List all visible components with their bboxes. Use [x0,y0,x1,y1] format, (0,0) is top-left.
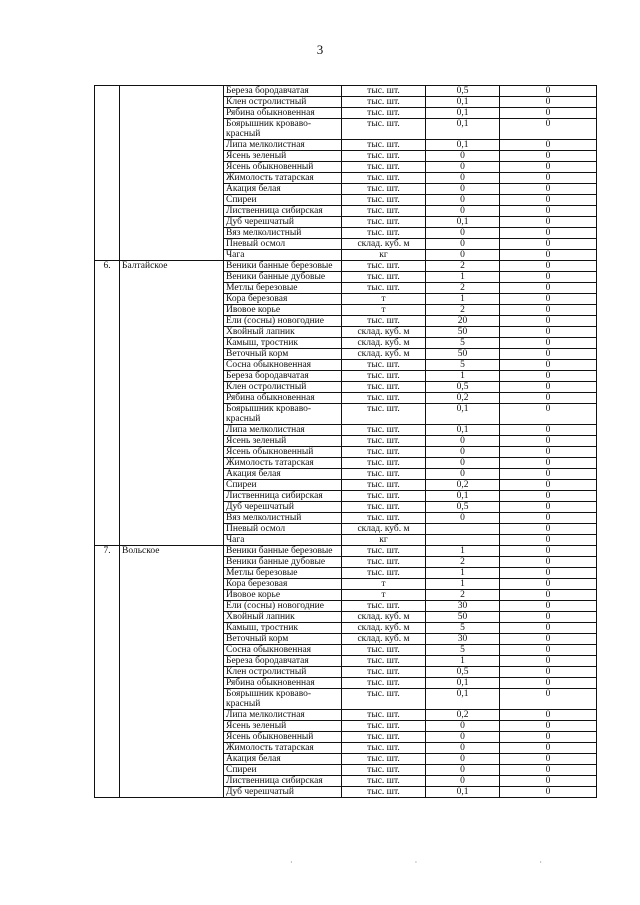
unit-cell: т [342,305,426,316]
volume-cell [426,524,500,535]
resource-name-cell: Веники банные дубовые [224,272,342,283]
volume-cell: 0 [426,250,500,261]
allocated-cell: 0 [500,447,597,458]
resource-name-cell: Чага [224,250,342,261]
volume-cell: 1 [426,272,500,283]
unit-cell: тыс. шт. [342,776,426,787]
unit-cell: тыс. шт. [342,184,426,195]
volume-cell: 2 [426,283,500,294]
allocated-cell: 0 [500,612,597,623]
allocated-cell: 0 [500,634,597,645]
allocated-cell: 0 [500,206,597,217]
volume-cell: 0 [426,458,500,469]
unit-cell: тыс. шт. [342,480,426,491]
volume-cell: 0,5 [426,667,500,678]
unit-cell: тыс. шт. [342,195,426,206]
unit-cell: тыс. шт. [342,502,426,513]
allocated-cell: 0 [500,184,597,195]
allocated-cell: 0 [500,787,597,798]
unit-cell: тыс. шт. [342,261,426,272]
allocated-cell: 0 [500,140,597,151]
volume-cell: 0 [426,184,500,195]
volume-cell: 0 [426,195,500,206]
unit-cell: склад. куб. м [342,338,426,349]
unit-cell: тыс. шт. [342,162,426,173]
volume-cell: 1 [426,371,500,382]
unit-cell: склад. куб. м [342,327,426,338]
volume-cell: 50 [426,612,500,623]
resource-name-cell: Ясень обыкновенный [224,732,342,743]
resource-name-cell: Кора березовая [224,294,342,305]
allocated-cell: 0 [500,579,597,590]
volume-cell: 0 [426,206,500,217]
resource-name-cell: Жимолость татарская [224,173,342,184]
unit-cell: тыс. шт. [342,108,426,119]
volume-cell: 0 [426,732,500,743]
resource-name-cell: Ясень обыкновенный [224,447,342,458]
volume-cell: 0,1 [426,689,500,710]
resource-name-cell: Рябина обыкновенная [224,678,342,689]
table-row [95,261,597,272]
allocated-cell: 0 [500,743,597,754]
unit-cell: тыс. шт. [342,469,426,480]
allocated-cell: 0 [500,524,597,535]
resource-name-cell: Хвойный лапник [224,612,342,623]
unit-cell: тыс. шт. [342,436,426,447]
allocated-cell: 0 [500,349,597,360]
resource-name-cell: Кора березовая [224,579,342,590]
resource-name-cell: Вяз мелколистный [224,513,342,524]
resource-name-cell: Боярышник кроваво-красный [224,119,342,140]
allocated-cell: 0 [500,502,597,513]
volume-cell: 50 [426,349,500,360]
unit-cell: тыс. шт. [342,765,426,776]
resource-name-cell: Веники банные дубовые [224,557,342,568]
resource-name-cell: Спиреи [224,765,342,776]
volume-cell: 1 [426,568,500,579]
unit-cell: тыс. шт. [342,458,426,469]
allocated-cell: 0 [500,710,597,721]
allocated-cell: 0 [500,689,597,710]
resource-name-cell: Веточный корм [224,349,342,360]
volume-cell: 1 [426,294,500,305]
unit-cell: тыс. шт. [342,447,426,458]
volume-cell: 5 [426,338,500,349]
volume-cell: 0 [426,151,500,162]
resource-name-cell: Сосна обыкновенная [224,645,342,656]
allocated-cell: 0 [500,480,597,491]
unit-cell: тыс. шт. [342,371,426,382]
resource-name-cell: Пневый осмол [224,524,342,535]
unit-cell: кг [342,250,426,261]
volume-cell: 0,1 [426,119,500,140]
allocated-cell: 0 [500,678,597,689]
allocated-cell: 0 [500,404,597,425]
allocated-cell: 0 [500,535,597,546]
table-row [95,546,597,557]
unit-cell: склад. куб. м [342,623,426,634]
volume-cell: 0 [426,721,500,732]
resource-name-cell: Липа мелколистная [224,140,342,151]
unit-cell: тыс. шт. [342,645,426,656]
non-timber-resources-table [94,85,597,798]
scan-marks: · · · [290,858,602,867]
resource-name-cell: Береза бородавчатая [224,371,342,382]
unit-cell: склад. куб. м [342,524,426,535]
unit-cell: тыс. шт. [342,97,426,108]
resource-name-cell: Хвойный лапник [224,327,342,338]
resource-name-cell: Акация белая [224,184,342,195]
allocated-cell: 0 [500,217,597,228]
resource-name-cell: Клен остролистный [224,97,342,108]
allocated-cell: 0 [500,568,597,579]
volume-cell: 5 [426,645,500,656]
resource-name-cell: Лиственница сибирская [224,776,342,787]
unit-cell: тыс. шт. [342,173,426,184]
unit-cell: тыс. шт. [342,217,426,228]
volume-cell: 0,1 [426,108,500,119]
resource-name-cell: Ясень обыкновенный [224,162,342,173]
volume-cell: 0,2 [426,480,500,491]
resource-name-cell: Метлы березовые [224,568,342,579]
volume-cell: 0,5 [426,502,500,513]
volume-cell: 0 [426,513,500,524]
allocated-cell: 0 [500,250,597,261]
unit-cell: тыс. шт. [342,546,426,557]
allocated-cell: 0 [500,283,597,294]
resource-name-cell: Спиреи [224,195,342,206]
table-body [95,86,597,798]
resource-name-cell: Ивовое корье [224,305,342,316]
district-name-cell: Вольское [120,546,224,798]
resource-name-cell: Боярышник кроваво-красный [224,689,342,710]
resource-name-cell: Спиреи [224,480,342,491]
resource-name-cell: Ели (сосны) новогодние [224,316,342,327]
allocated-cell: 0 [500,645,597,656]
resource-name-cell: Дуб черешчатый [224,217,342,228]
volume-cell: 0,2 [426,710,500,721]
resource-name-cell: Веники банные березовые [224,546,342,557]
unit-cell: склад. куб. м [342,239,426,250]
allocated-cell: 0 [500,228,597,239]
unit-cell: тыс. шт. [342,382,426,393]
volume-cell: 0 [426,239,500,250]
unit-cell: тыс. шт. [342,721,426,732]
allocated-cell: 0 [500,173,597,184]
volume-cell: 2 [426,590,500,601]
allocated-cell: 0 [500,261,597,272]
volume-cell: 0 [426,765,500,776]
volume-cell: 0,2 [426,393,500,404]
volume-cell: 0,5 [426,86,500,97]
resource-name-cell: Метлы березовые [224,283,342,294]
resource-name-cell: Пневый осмол [224,239,342,250]
unit-cell: тыс. шт. [342,787,426,798]
resource-name-cell: Клен остролистный [224,382,342,393]
resource-name-cell: Веточный корм [224,634,342,645]
district-number-cell: 7. [95,546,120,798]
resource-name-cell: Липа мелколистная [224,710,342,721]
allocated-cell: 0 [500,371,597,382]
allocated-cell: 0 [500,667,597,678]
allocated-cell: 0 [500,195,597,206]
allocated-cell: 0 [500,162,597,173]
allocated-cell: 0 [500,491,597,502]
unit-cell: тыс. шт. [342,119,426,140]
volume-cell: 20 [426,316,500,327]
unit-cell: тыс. шт. [342,404,426,425]
allocated-cell: 0 [500,469,597,480]
volume-cell: 0,1 [426,140,500,151]
allocated-cell: 0 [500,97,597,108]
unit-cell: тыс. шт. [342,393,426,404]
unit-cell: тыс. шт. [342,206,426,217]
volume-cell: 0 [426,447,500,458]
unit-cell: тыс. шт. [342,656,426,667]
unit-cell: тыс. шт. [342,743,426,754]
volume-cell: 0,1 [426,787,500,798]
volume-cell: 5 [426,623,500,634]
volume-cell: 50 [426,327,500,338]
allocated-cell: 0 [500,360,597,371]
allocated-cell: 0 [500,656,597,667]
unit-cell: тыс. шт. [342,667,426,678]
allocated-cell: 0 [500,119,597,140]
allocated-cell: 0 [500,108,597,119]
unit-cell: тыс. шт. [342,86,426,97]
table-row [95,86,597,97]
volume-cell: 0,1 [426,425,500,436]
allocated-cell: 0 [500,425,597,436]
volume-cell: 0 [426,173,500,184]
unit-cell: склад. куб. м [342,349,426,360]
volume-cell: 0 [426,162,500,173]
volume-cell: 0,1 [426,97,500,108]
resource-name-cell: Ясень зеленый [224,151,342,162]
unit-cell: тыс. шт. [342,151,426,162]
volume-cell: 30 [426,601,500,612]
resource-name-cell: Ивовое корье [224,590,342,601]
resource-name-cell: Камыш, тростник [224,623,342,634]
unit-cell: тыс. шт. [342,710,426,721]
unit-cell: тыс. шт. [342,228,426,239]
unit-cell: тыс. шт. [342,425,426,436]
resource-name-cell: Сосна обыкновенная [224,360,342,371]
page-number: 3 [316,42,324,57]
resource-name-cell: Камыш, тростник [224,338,342,349]
resource-name-cell: Чага [224,535,342,546]
volume-cell: 0 [426,754,500,765]
volume-cell: 30 [426,634,500,645]
unit-cell: тыс. шт. [342,316,426,327]
unit-cell: тыс. шт. [342,601,426,612]
allocated-cell: 0 [500,436,597,447]
allocated-cell: 0 [500,151,597,162]
allocated-cell: 0 [500,732,597,743]
district-name-cell: Балтайское [120,261,224,546]
allocated-cell: 0 [500,393,597,404]
resource-name-cell: Липа мелколистная [224,425,342,436]
volume-cell [426,535,500,546]
resource-name-cell: Ели (сосны) новогодние [224,601,342,612]
allocated-cell: 0 [500,765,597,776]
district-name-cell [120,86,224,261]
unit-cell: т [342,579,426,590]
unit-cell: склад. куб. м [342,612,426,623]
resource-name-cell: Дуб черешчатый [224,787,342,798]
unit-cell: тыс. шт. [342,140,426,151]
resource-name-cell: Рябина обыкновенная [224,393,342,404]
allocated-cell: 0 [500,382,597,393]
unit-cell: тыс. шт. [342,568,426,579]
allocated-cell: 0 [500,458,597,469]
resource-name-cell: Акация белая [224,469,342,480]
unit-cell: кг [342,535,426,546]
resource-name-cell: Жимолость татарская [224,458,342,469]
resource-name-cell: Акация белая [224,754,342,765]
resource-name-cell: Ясень зеленый [224,436,342,447]
allocated-cell: 0 [500,316,597,327]
unit-cell: тыс. шт. [342,732,426,743]
allocated-cell: 0 [500,513,597,524]
allocated-cell: 0 [500,305,597,316]
unit-cell: т [342,590,426,601]
allocated-cell: 0 [500,601,597,612]
allocated-cell: 0 [500,776,597,787]
resource-name-cell: Жимолость татарская [224,743,342,754]
allocated-cell: 0 [500,272,597,283]
volume-cell: 2 [426,305,500,316]
unit-cell: тыс. шт. [342,678,426,689]
resource-name-cell: Лиственница сибирская [224,491,342,502]
unit-cell: тыс. шт. [342,513,426,524]
resource-name-cell: Вяз мелколистный [224,228,342,239]
volume-cell: 0 [426,776,500,787]
volume-cell: 2 [426,261,500,272]
allocated-cell: 0 [500,623,597,634]
district-number-cell [95,86,120,261]
allocated-cell: 0 [500,338,597,349]
volume-cell: 0,5 [426,382,500,393]
volume-cell: 0,1 [426,404,500,425]
resource-name-cell: Веники банные березовые [224,261,342,272]
resource-name-cell: Рябина обыкновенная [224,108,342,119]
unit-cell: тыс. шт. [342,557,426,568]
unit-cell: тыс. шт. [342,360,426,371]
allocated-cell: 0 [500,546,597,557]
allocated-cell: 0 [500,590,597,601]
district-number-cell: 6. [95,261,120,546]
volume-cell: 1 [426,656,500,667]
volume-cell: 0 [426,228,500,239]
resource-name-cell: Лиственница сибирская [224,206,342,217]
volume-cell: 2 [426,557,500,568]
unit-cell: тыс. шт. [342,491,426,502]
resource-name-cell: Клен остролистный [224,667,342,678]
volume-cell: 0 [426,743,500,754]
resource-name-cell: Береза бородавчатая [224,656,342,667]
resource-name-cell: Ясень зеленый [224,721,342,732]
unit-cell: т [342,294,426,305]
allocated-cell: 0 [500,239,597,250]
resource-name-cell: Дуб черешчатый [224,502,342,513]
allocated-cell: 0 [500,294,597,305]
resource-name-cell: Боярышник кроваво-красный [224,404,342,425]
volume-cell: 1 [426,546,500,557]
unit-cell: тыс. шт. [342,689,426,710]
volume-cell: 0,1 [426,217,500,228]
allocated-cell: 0 [500,754,597,765]
volume-cell: 0,1 [426,491,500,502]
volume-cell: 0 [426,469,500,480]
volume-cell: 0,1 [426,678,500,689]
unit-cell: тыс. шт. [342,754,426,765]
allocated-cell: 0 [500,327,597,338]
unit-cell: тыс. шт. [342,283,426,294]
allocated-cell: 0 [500,721,597,732]
volume-cell: 1 [426,579,500,590]
allocated-cell: 0 [500,557,597,568]
resource-name-cell: Береза бородавчатая [224,86,342,97]
unit-cell: склад. куб. м [342,634,426,645]
allocated-cell: 0 [500,86,597,97]
volume-cell: 0 [426,436,500,447]
unit-cell: тыс. шт. [342,272,426,283]
volume-cell: 5 [426,360,500,371]
